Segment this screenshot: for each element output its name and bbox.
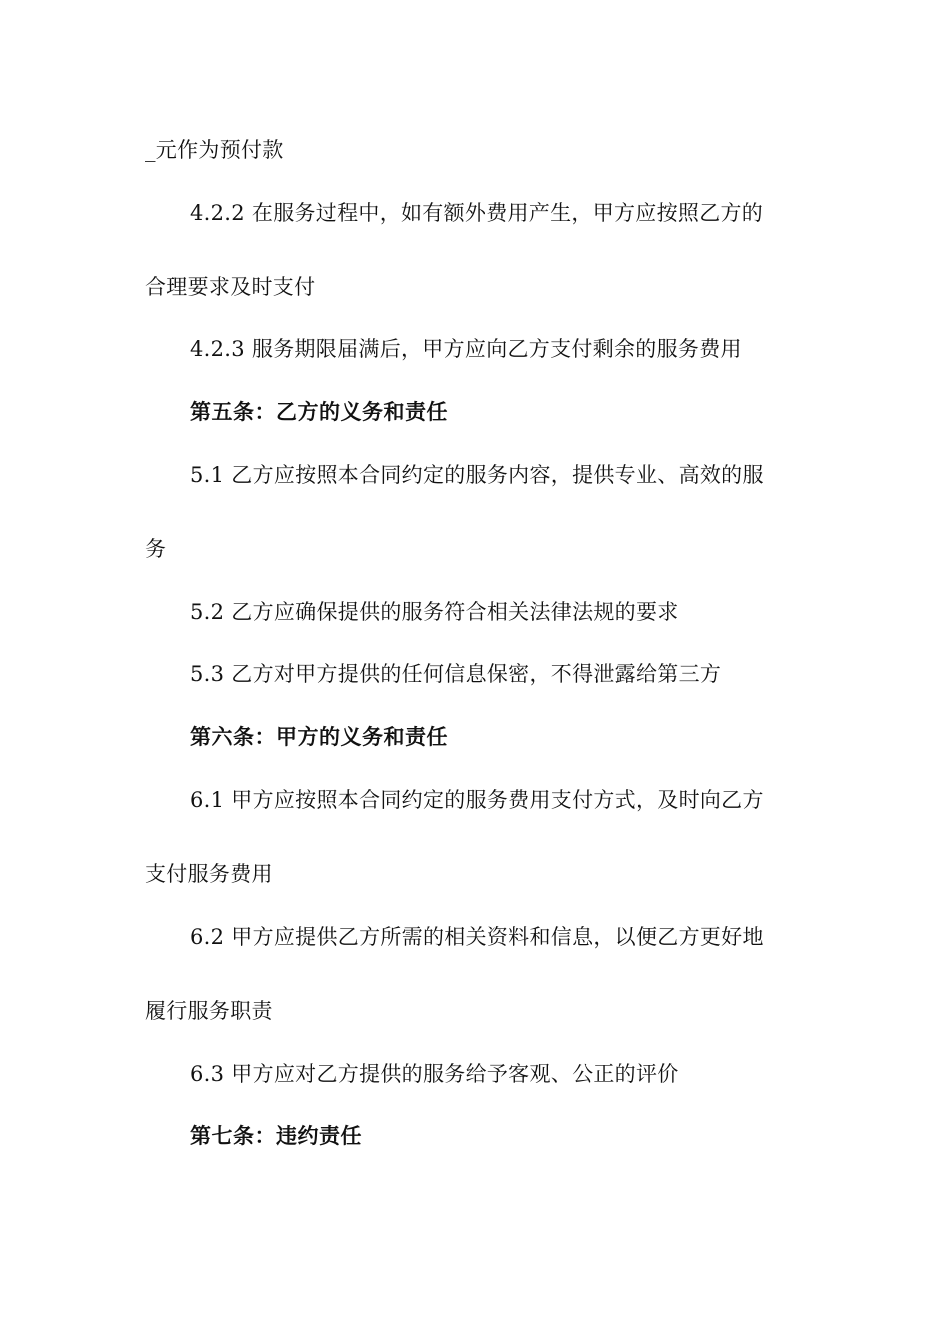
article-7-heading: 第七条：违约责任	[190, 1124, 362, 1148]
clause-6-1-continuation: 支付服务费用	[145, 862, 273, 886]
clause-4-2-2-continuation: 合理要求及时支付	[145, 275, 316, 299]
clause-6-2-continuation: 履行服务职责	[145, 999, 273, 1023]
clause-5-1: 5.1 乙方应按照本合同约定的服务内容，提供专业、高效的服	[190, 463, 764, 487]
clause-6-2: 6.2 甲方应提供乙方所需的相关资料和信息，以便乙方更好地	[190, 925, 764, 949]
clause-5-1-continuation: 务	[145, 537, 167, 561]
article-5-heading: 第五条：乙方的义务和责任	[190, 400, 448, 424]
clause-5-2: 5.2 乙方应确保提供的服务符合相关法律法规的要求	[190, 600, 679, 624]
clause-4-2-3: 4.2.3 服务期限届满后，甲方应向乙方支付剩余的服务费用	[190, 337, 742, 361]
paragraph-continuation: _元作为预付款	[145, 138, 284, 162]
clause-6-1: 6.1 甲方应按照本合同约定的服务费用支付方式，及时向乙方	[190, 788, 764, 812]
clause-4-2-2: 4.2.2 在服务过程中，如有额外费用产生，甲方应按照乙方的	[190, 201, 764, 225]
article-6-heading: 第六条：甲方的义务和责任	[190, 725, 448, 749]
clause-5-3: 5.3 乙方对甲方提供的任何信息保密，不得泄露给第三方	[190, 662, 722, 686]
clause-6-3: 6.3 甲方应对乙方提供的服务给予客观、公正的评价	[190, 1062, 679, 1086]
